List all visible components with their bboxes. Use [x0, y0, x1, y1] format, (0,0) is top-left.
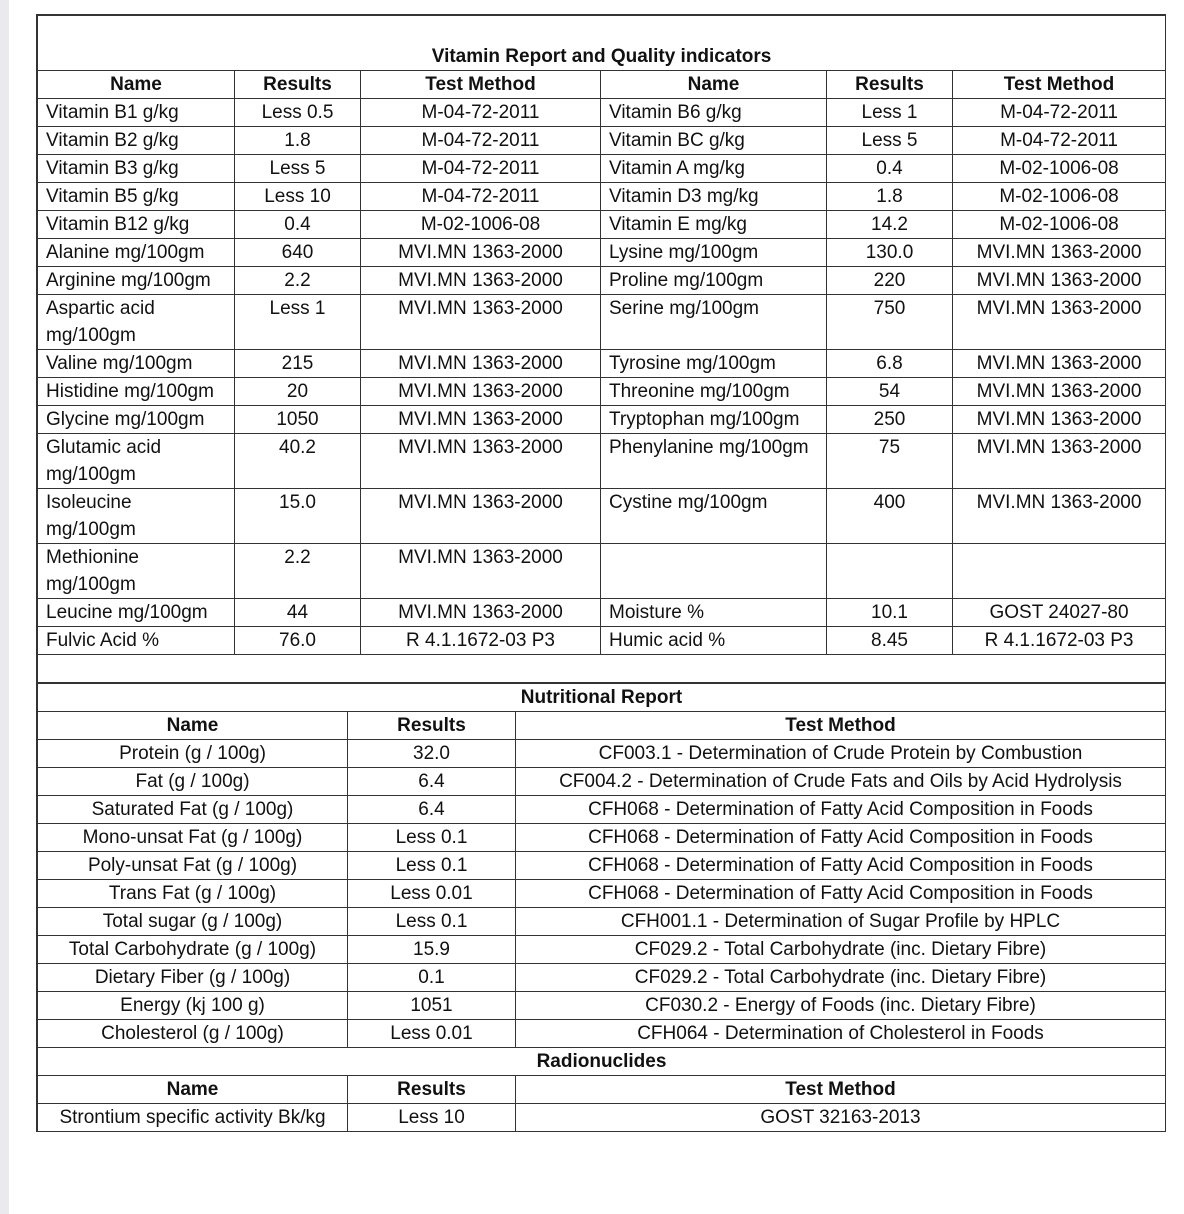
cell-result: 400 [827, 489, 953, 544]
cell-result: Less 1 [827, 99, 953, 127]
cell-result: 220 [827, 267, 953, 295]
table-row [38, 489, 1166, 544]
cell-name: Protein (g / 100g) [38, 740, 348, 768]
radionuclides-title: Radionuclides [38, 1048, 1166, 1076]
cell-test-method: GOST 24027-80 [953, 599, 1166, 627]
cell-test-method: CF003.1 - Determination of Crude Protein by Combustion [516, 740, 1166, 768]
cell-name: Energy (kj 100 g) [38, 992, 348, 1020]
cell-test-method: MVI.MN 1363-2000 [953, 489, 1166, 544]
cell-result: 44 [235, 599, 361, 627]
table-row [38, 127, 1166, 155]
cell-test-method: CFH001.1 - Determination of Sugar Profile by HPLC [516, 908, 1166, 936]
cell-name: Vitamin B5 g/kg [38, 183, 235, 211]
cell-test-method: MVI.MN 1363-2000 [361, 544, 601, 599]
cell-test-method: CFH068 - Determination of Fatty Acid Composition in Foods [516, 852, 1166, 880]
table-row [38, 627, 1166, 655]
cell-name: Vitamin B3 g/kg [38, 155, 235, 183]
cell-test-method: M-04-72-2011 [361, 183, 601, 211]
cell-test-method: M-04-72-2011 [361, 99, 601, 127]
cell-test-method: MVI.MN 1363-2000 [953, 267, 1166, 295]
cell-result: 215 [235, 350, 361, 378]
cell-result: 54 [827, 378, 953, 406]
cell-result: 40.2 [235, 434, 361, 489]
table-row [38, 908, 1166, 936]
table-row [38, 880, 1166, 908]
cell-name: Phenylanine mg/100gm [601, 434, 827, 489]
cell-name: Strontium specific activity Bk/kg [38, 1104, 348, 1132]
cell-test-method: GOST 32163-2013 [516, 1104, 1166, 1132]
table-row [38, 99, 1166, 127]
cell-test-method: MVI.MN 1363-2000 [361, 239, 601, 267]
column-header-test-method: Test Method [953, 71, 1166, 99]
cell-name: Moisture % [601, 599, 827, 627]
cell-name: Glutamic acid mg/100gm [38, 434, 235, 489]
cell-result: 8.45 [827, 627, 953, 655]
cell-result: 0.4 [827, 155, 953, 183]
cell-name: Humic acid % [601, 627, 827, 655]
cell-name: Valine mg/100gm [38, 350, 235, 378]
table-row [38, 155, 1166, 183]
cell-test-method: MVI.MN 1363-2000 [361, 295, 601, 350]
nutritional-report-table [37, 683, 1166, 1132]
table-row [38, 992, 1166, 1020]
cell-result [827, 544, 953, 599]
report-sheet [36, 14, 1166, 1132]
cell-name: Cystine mg/100gm [601, 489, 827, 544]
cell-name: Histidine mg/100gm [38, 378, 235, 406]
table-row [38, 434, 1166, 489]
cell-test-method: MVI.MN 1363-2000 [953, 239, 1166, 267]
cell-name [601, 544, 827, 599]
cell-name: Cholesterol (g / 100g) [38, 1020, 348, 1048]
cell-test-method: CF029.2 - Total Carbohydrate (inc. Dietary Fibre) [516, 936, 1166, 964]
cell-result: 6.4 [348, 768, 516, 796]
cell-name: Glycine mg/100gm [38, 406, 235, 434]
cell-name: Total Carbohydrate (g / 100g) [38, 936, 348, 964]
cell-name: Vitamin B2 g/kg [38, 127, 235, 155]
cell-name: Dietary Fiber (g / 100g) [38, 964, 348, 992]
cell-test-method: CFH064 - Determination of Cholesterol in Foods [516, 1020, 1166, 1048]
cell-result: 1051 [348, 992, 516, 1020]
cell-name: Vitamin B12 g/kg [38, 211, 235, 239]
cell-result: 130.0 [827, 239, 953, 267]
column-header-test-method: Test Method [361, 71, 601, 99]
cell-result: Less 0.1 [348, 908, 516, 936]
cell-test-method: MVI.MN 1363-2000 [361, 489, 601, 544]
table-row [38, 350, 1166, 378]
cell-test-method: MVI.MN 1363-2000 [361, 599, 601, 627]
cell-name: Threonine mg/100gm [601, 378, 827, 406]
cell-result: 75 [827, 434, 953, 489]
table-row [38, 824, 1166, 852]
cell-test-method: CF004.2 - Determination of Crude Fats and Oils by Acid Hydrolysis [516, 768, 1166, 796]
cell-result: Less 0.1 [348, 824, 516, 852]
cell-result: 2.2 [235, 267, 361, 295]
cell-result: 15.0 [235, 489, 361, 544]
cell-name: Tryptophan mg/100gm [601, 406, 827, 434]
cell-result: Less 0.01 [348, 1020, 516, 1048]
cell-result: 750 [827, 295, 953, 350]
column-header-name: Name [38, 71, 235, 99]
cell-result: Less 10 [348, 1104, 516, 1132]
cell-name: Arginine mg/100gm [38, 267, 235, 295]
cell-test-method: MVI.MN 1363-2000 [361, 434, 601, 489]
section-spacer [38, 655, 1166, 683]
cell-test-method: MVI.MN 1363-2000 [953, 406, 1166, 434]
column-header-results: Results [235, 71, 361, 99]
cell-name: Fat (g / 100g) [38, 768, 348, 796]
cell-result: 0.4 [235, 211, 361, 239]
cell-test-method: MVI.MN 1363-2000 [361, 267, 601, 295]
cell-result: Less 0.1 [348, 852, 516, 880]
cell-result: Less 5 [235, 155, 361, 183]
cell-result: 250 [827, 406, 953, 434]
cell-test-method: CF030.2 - Energy of Foods (inc. Dietary Fibre) [516, 992, 1166, 1020]
table-row [38, 1104, 1166, 1132]
cell-test-method: CFH068 - Determination of Fatty Acid Composition in Foods [516, 796, 1166, 824]
cell-test-method: R 4.1.1672-03 P3 [361, 627, 601, 655]
table-row [38, 852, 1166, 880]
cell-name: Aspartic acid mg/100gm [38, 295, 235, 350]
cell-name: Vitamin E mg/kg [601, 211, 827, 239]
cell-name: Alanine mg/100gm [38, 239, 235, 267]
cell-result: 6.8 [827, 350, 953, 378]
cell-test-method: M-02-1006-08 [953, 155, 1166, 183]
cell-name: Vitamin B6 g/kg [601, 99, 827, 127]
column-header-name: Name [38, 712, 348, 740]
cell-name: Vitamin B1 g/kg [38, 99, 235, 127]
table-row [38, 1020, 1166, 1048]
cell-result: 640 [235, 239, 361, 267]
cell-test-method: MVI.MN 1363-2000 [361, 378, 601, 406]
cell-test-method [953, 544, 1166, 599]
table-row [38, 378, 1166, 406]
cell-test-method: CFH068 - Determination of Fatty Acid Composition in Foods [516, 880, 1166, 908]
cell-test-method: CF029.2 - Total Carbohydrate (inc. Dietary Fibre) [516, 964, 1166, 992]
cell-result: Less 0.01 [348, 880, 516, 908]
cell-result: 15.9 [348, 936, 516, 964]
table-row [38, 964, 1166, 992]
cell-test-method: MVI.MN 1363-2000 [953, 350, 1166, 378]
cell-name: Fulvic Acid % [38, 627, 235, 655]
nutritional-report-title: Nutritional Report [38, 684, 1166, 712]
cell-result: 6.4 [348, 796, 516, 824]
vitamin-report-title: Vitamin Report and Quality indicators [38, 16, 1166, 71]
column-header-name: Name [601, 71, 827, 99]
cell-name: Isoleucine mg/100gm [38, 489, 235, 544]
cell-result: Less 1 [235, 295, 361, 350]
vitamin-report-table [37, 15, 1166, 683]
table-row [38, 295, 1166, 350]
cell-name: Leucine mg/100gm [38, 599, 235, 627]
cell-name: Vitamin D3 mg/kg [601, 183, 827, 211]
cell-name: Saturated Fat (g / 100g) [38, 796, 348, 824]
table-row [38, 768, 1166, 796]
cell-result: 20 [235, 378, 361, 406]
cell-test-method: MVI.MN 1363-2000 [953, 378, 1166, 406]
cell-result: 10.1 [827, 599, 953, 627]
cell-result: 1.8 [235, 127, 361, 155]
cell-result: Less 5 [827, 127, 953, 155]
cell-result: 76.0 [235, 627, 361, 655]
cell-test-method: R 4.1.1672-03 P3 [953, 627, 1166, 655]
cell-test-method: M-04-72-2011 [953, 127, 1166, 155]
cell-test-method: M-02-1006-08 [953, 183, 1166, 211]
column-header-results: Results [348, 1076, 516, 1104]
column-header-results: Results [827, 71, 953, 99]
cell-test-method: MVI.MN 1363-2000 [361, 350, 601, 378]
table-row [38, 936, 1166, 964]
cell-test-method: MVI.MN 1363-2000 [953, 295, 1166, 350]
cell-result: Less 10 [235, 183, 361, 211]
cell-test-method: MVI.MN 1363-2000 [361, 406, 601, 434]
table-row [38, 740, 1166, 768]
page-edge [0, 0, 9, 1214]
cell-result: 14.2 [827, 211, 953, 239]
cell-name: Tyrosine mg/100gm [601, 350, 827, 378]
table-row [38, 267, 1166, 295]
cell-name: Proline mg/100gm [601, 267, 827, 295]
cell-test-method: CFH068 - Determination of Fatty Acid Composition in Foods [516, 824, 1166, 852]
cell-test-method: M-02-1006-08 [953, 211, 1166, 239]
cell-result: Less 0.5 [235, 99, 361, 127]
cell-test-method: M-04-72-2011 [953, 99, 1166, 127]
table-row [38, 544, 1166, 599]
cell-name: Total sugar (g / 100g) [38, 908, 348, 936]
cell-test-method: MVI.MN 1363-2000 [953, 434, 1166, 489]
table-row [38, 406, 1166, 434]
column-header-name: Name [38, 1076, 348, 1104]
column-header-test-method: Test Method [516, 1076, 1166, 1104]
cell-name: Vitamin A mg/kg [601, 155, 827, 183]
cell-test-method: M-04-72-2011 [361, 155, 601, 183]
table-row [38, 183, 1166, 211]
cell-name: Mono-unsat Fat (g / 100g) [38, 824, 348, 852]
table-row [38, 239, 1166, 267]
cell-name: Methionine mg/100gm [38, 544, 235, 599]
cell-name: Trans Fat (g / 100g) [38, 880, 348, 908]
table-row [38, 796, 1166, 824]
cell-test-method: M-04-72-2011 [361, 127, 601, 155]
cell-name: Lysine mg/100gm [601, 239, 827, 267]
cell-result: 32.0 [348, 740, 516, 768]
cell-result: 2.2 [235, 544, 361, 599]
cell-name: Vitamin BC g/kg [601, 127, 827, 155]
cell-result: 0.1 [348, 964, 516, 992]
cell-result: 1050 [235, 406, 361, 434]
table-row [38, 599, 1166, 627]
cell-name: Poly-unsat Fat (g / 100g) [38, 852, 348, 880]
column-header-results: Results [348, 712, 516, 740]
table-row [38, 211, 1166, 239]
cell-name: Serine mg/100gm [601, 295, 827, 350]
column-header-test-method: Test Method [516, 712, 1166, 740]
cell-result: 1.8 [827, 183, 953, 211]
cell-test-method: M-02-1006-08 [361, 211, 601, 239]
